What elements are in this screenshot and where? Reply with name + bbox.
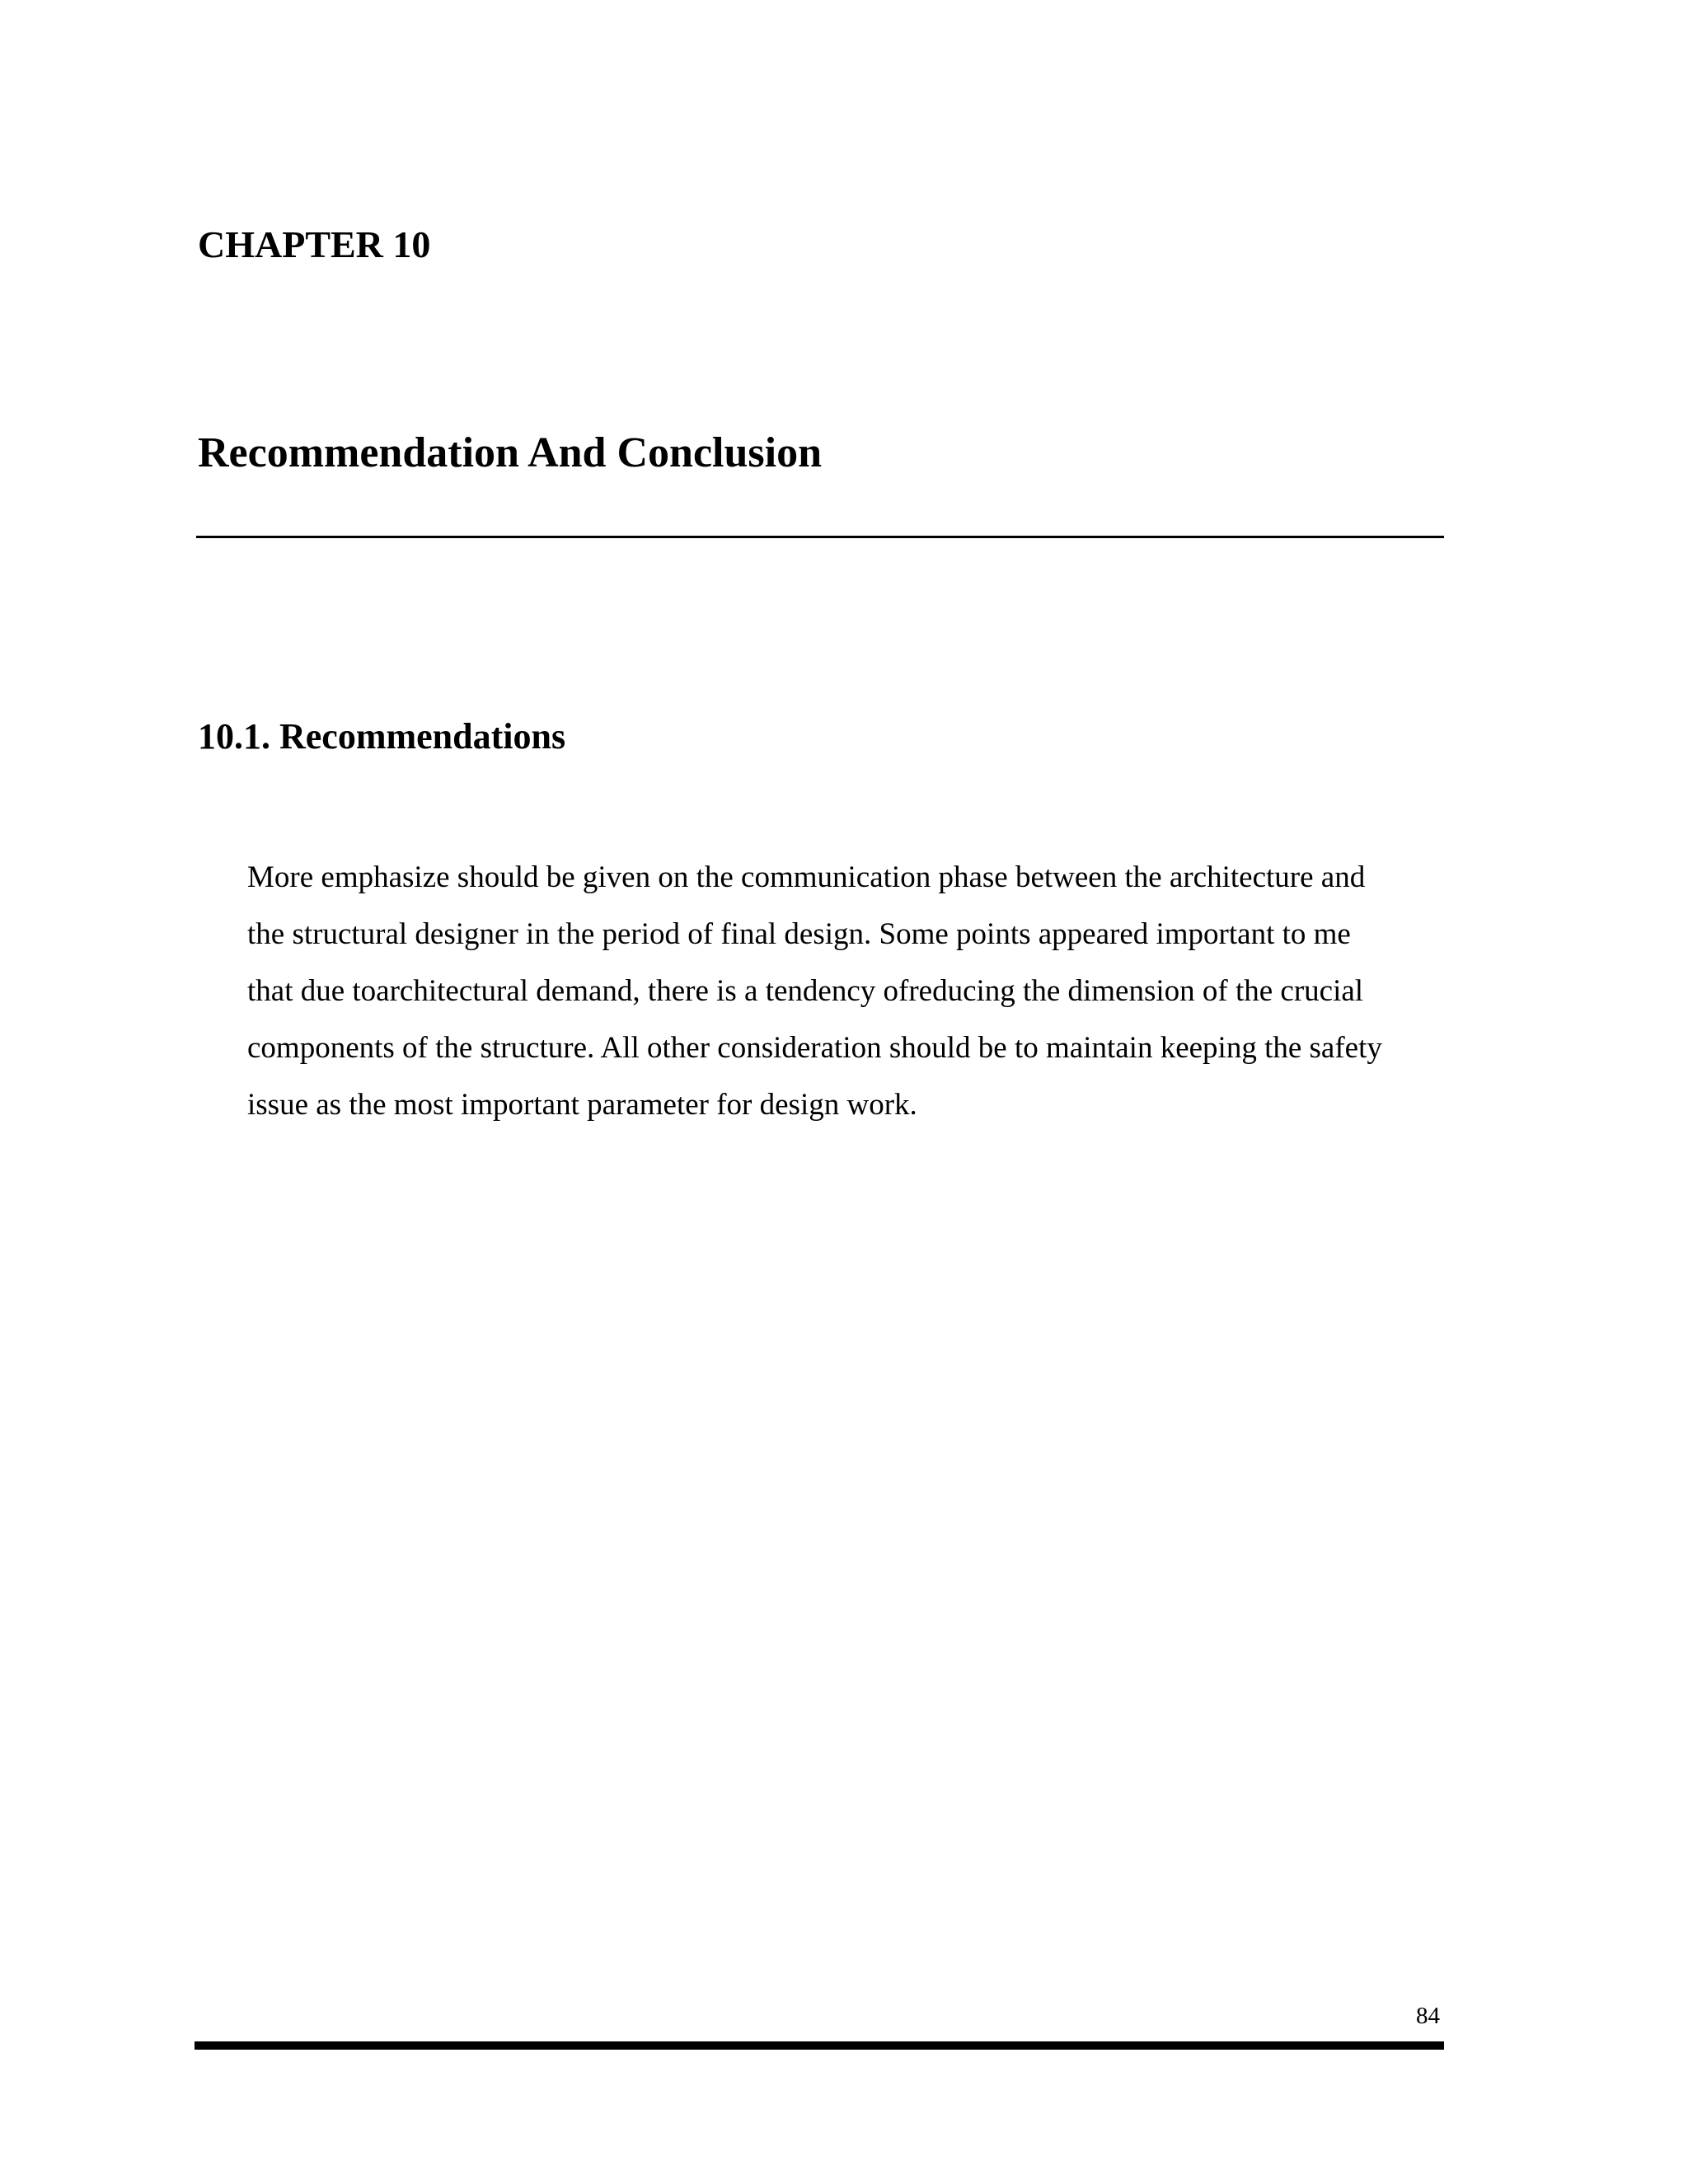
page-number: 84 <box>1416 2003 1440 2029</box>
section-heading: 10.1. Recommendations <box>198 716 566 757</box>
paragraph-line: More emphasize should be given on the communication phase between the architecture and <box>247 860 1366 894</box>
paragraph-line: components of the structure. All other consideration should be to maintain keeping the safety <box>247 1031 1382 1065</box>
chapter-title: Recommendation And Conclusion <box>198 429 822 476</box>
paragraph-line: the structural designer in the period of final design. Some points appeared important to me <box>247 917 1351 951</box>
recommendation-paragraph <box>247 849 1484 1133</box>
paragraph-line: issue as the most important parameter for design work. <box>247 1088 917 1122</box>
paragraph-line: that due toarchitectural demand, there is a tendency ofreducing the dimension of the crucial <box>247 974 1364 1008</box>
title-divider <box>196 536 1444 538</box>
chapter-label: CHAPTER 10 <box>198 223 431 265</box>
footer-divider <box>195 2041 1444 2050</box>
